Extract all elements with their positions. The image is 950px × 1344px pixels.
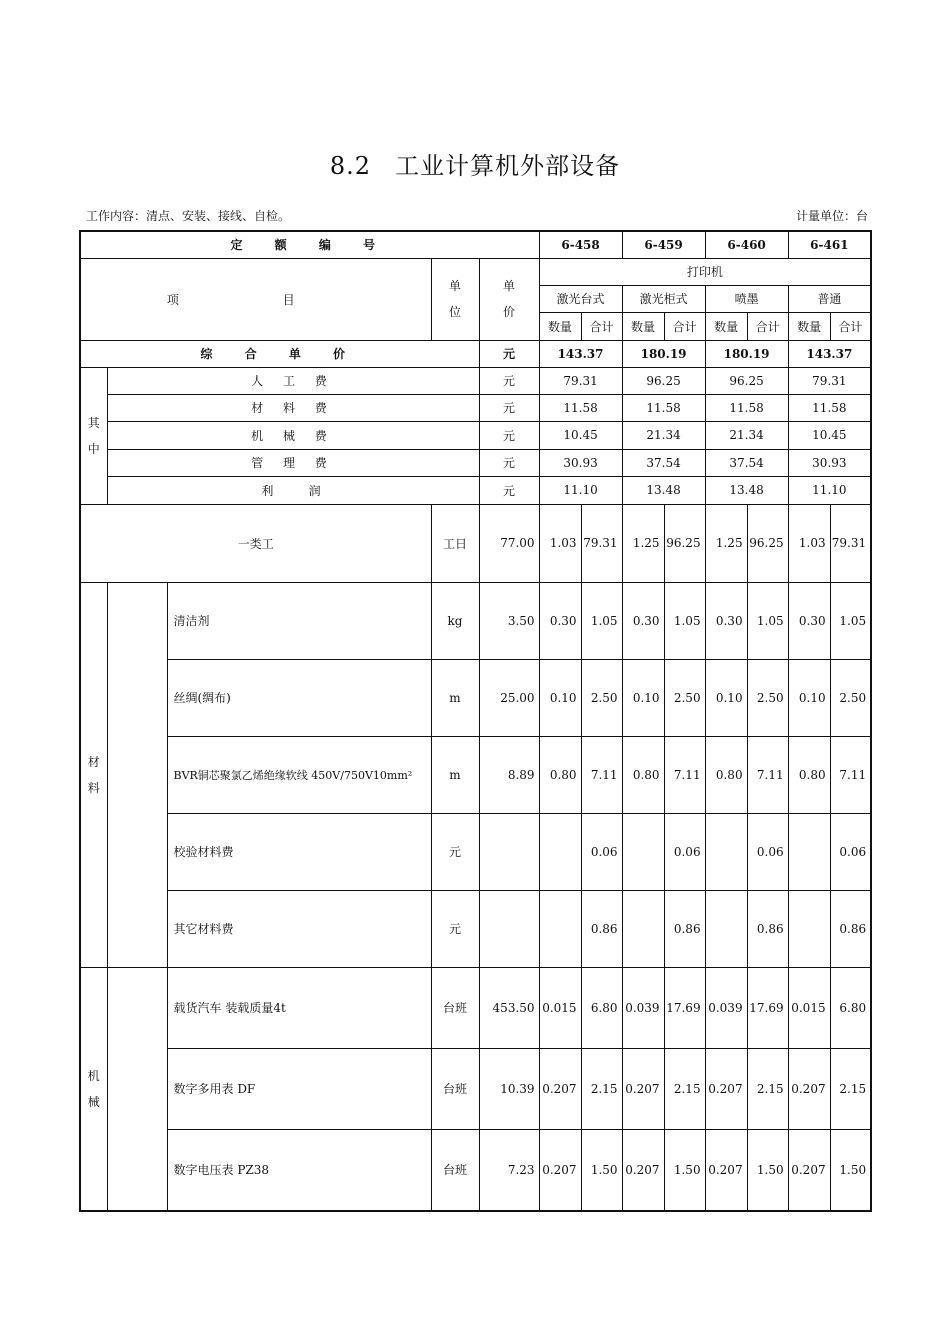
breakdown-unit: 元 [479,421,539,449]
labor-unit: 工日 [431,504,479,582]
breakdown-row [80,476,871,504]
machinery-cell: 1.50 [747,1129,788,1211]
machinery-cell: 0.207 [539,1048,581,1129]
breakdown-row [80,367,871,394]
material-name: BVR铜芯聚氯乙烯绝缘软线 450V/750V10mm² [167,736,431,813]
machinery-cell: 2.15 [581,1048,622,1129]
machinery-cell: 2.15 [747,1048,788,1129]
material-price: 3.50 [479,582,539,659]
material-cell [788,890,830,967]
material-price: 8.89 [479,736,539,813]
machinery-cell: 0.039 [622,967,664,1048]
machinery-name: 数字多用表 DF [167,1048,431,1129]
code-cell: 6-461 [788,231,871,258]
breakdown-value: 11.10 [788,476,871,504]
breakdown-value: 30.93 [539,449,622,476]
breakdown-value: 13.48 [622,476,705,504]
machinery-cell: 0.207 [705,1048,747,1129]
qty-header: 数量 [622,312,664,340]
sum-header: 合计 [830,312,871,340]
machinery-cell: 0.039 [705,967,747,1048]
machinery-cell: 0.207 [622,1048,664,1129]
material-cell: 0.10 [539,659,581,736]
material-unit: kg [431,582,479,659]
labor-cell: 79.31 [581,504,622,582]
labor-cell: 1.25 [622,504,664,582]
material-cell: 2.50 [747,659,788,736]
among-label: 其 中 [80,367,107,504]
qty-header: 数量 [539,312,581,340]
material-unit: 元 [431,813,479,890]
breakdown-value: 11.58 [788,394,871,421]
breakdown-value: 79.31 [539,367,622,394]
breakdown-value: 10.45 [788,421,871,449]
machinery-cell: 0.207 [788,1129,830,1211]
machinery-cell: 0.015 [788,967,830,1048]
type-cell: 激光台式 [539,285,622,312]
header-row [80,258,871,285]
labor-cell: 96.25 [747,504,788,582]
machinery-cell: 6.80 [581,967,622,1048]
section-number: 8.2 [329,152,372,180]
type-cell: 普通 [788,285,871,312]
composite-label: 综 合 单 价 [80,340,479,367]
breakdown-unit: 元 [479,476,539,504]
section-title: 工业计算机外部设备 [395,152,621,180]
material-row [80,582,871,659]
material-cell [622,813,664,890]
composite-row [80,340,871,367]
machinery-cell: 2.15 [664,1048,705,1129]
labor-cell: 1.25 [705,504,747,582]
machinery-name: 载货汽车 装载质量4t [167,967,431,1048]
material-cell: 0.80 [539,736,581,813]
materials-label: 材 料 [80,582,107,967]
qty-header: 数量 [788,312,830,340]
page-title [0,146,950,181]
material-unit: 元 [431,890,479,967]
material-unit: m [431,659,479,736]
quota-row [80,231,871,258]
type-cell: 喷墨 [705,285,788,312]
machinery-name: 数字电压表 PZ38 [167,1129,431,1211]
quota-table [79,230,872,1212]
unit-note: 计量单位：台 [795,209,868,223]
material-cell: 7.11 [747,736,788,813]
machinery-cell: 1.50 [664,1129,705,1211]
breakdown-value: 37.54 [622,449,705,476]
material-cell: 2.50 [581,659,622,736]
material-row [80,890,871,967]
work-content: 工作内容：清点、安装、接线、自检。 [86,209,291,223]
material-cell: 7.11 [664,736,705,813]
breakdown-row [80,394,871,421]
machinery-row [80,1129,871,1211]
material-cell [622,890,664,967]
breakdown-label: 机 械 费 [107,421,479,449]
machinery-unit: 台班 [431,967,479,1048]
material-name: 丝绸(绸布) [167,659,431,736]
labor-cell: 79.31 [830,504,871,582]
breakdown-unit: 元 [479,394,539,421]
composite-unit: 元 [479,340,539,367]
material-cell: 0.06 [581,813,622,890]
material-cell: 0.06 [830,813,871,890]
machinery-cell: 17.69 [747,967,788,1048]
machinery-row [80,967,871,1048]
machinery-cell: 0.015 [539,967,581,1048]
material-cell: 0.06 [747,813,788,890]
breakdown-label: 管 理 费 [107,449,479,476]
material-cell: 0.80 [622,736,664,813]
material-cell: 0.30 [622,582,664,659]
sum-header: 合计 [664,312,705,340]
breakdown-value: 21.34 [705,421,788,449]
composite-value: 143.37 [788,340,871,367]
material-name: 其它材料费 [167,890,431,967]
breakdown-value: 79.31 [788,367,871,394]
breakdown-label: 材 料 费 [107,394,479,421]
quota-label: 定 额 编 号 [80,231,539,258]
machinery-row [80,1048,871,1129]
breakdown-value: 21.34 [622,421,705,449]
unit-header: 单位 [431,258,479,340]
material-cell: 0.10 [622,659,664,736]
composite-value: 143.37 [539,340,622,367]
material-cell: 2.50 [664,659,705,736]
material-cell: 7.11 [830,736,871,813]
machinery-cell: 0.207 [788,1048,830,1129]
machinery-cell: 0.207 [622,1129,664,1211]
material-cell: 0.86 [747,890,788,967]
material-name: 校验材料费 [167,813,431,890]
material-unit: m [431,736,479,813]
machinery-price: 7.23 [479,1129,539,1211]
breakdown-row [80,449,871,476]
code-cell: 6-459 [622,231,705,258]
material-cell: 0.80 [788,736,830,813]
material-cell [788,813,830,890]
type-cell: 激光柜式 [622,285,705,312]
material-cell [705,890,747,967]
sum-header: 合计 [581,312,622,340]
material-cell [539,890,581,967]
material-cell [539,813,581,890]
labor-cell: 1.03 [788,504,830,582]
machinery-unit: 台班 [431,1048,479,1129]
material-row [80,736,871,813]
machinery-price: 10.39 [479,1048,539,1129]
price-header: 单价 [479,258,539,340]
machinery-unit: 台班 [431,1129,479,1211]
labor-price: 77.00 [479,504,539,582]
labor-cell: 1.03 [539,504,581,582]
material-cell: 0.86 [830,890,871,967]
code-cell: 6-460 [705,231,788,258]
material-cell: 2.50 [830,659,871,736]
breakdown-value: 10.45 [539,421,622,449]
machinery-cell: 1.50 [830,1129,871,1211]
breakdown-value: 30.93 [788,449,871,476]
breakdown-unit: 元 [479,367,539,394]
composite-value: 180.19 [705,340,788,367]
breakdown-value: 96.25 [705,367,788,394]
material-cell: 0.30 [539,582,581,659]
material-cell: 0.86 [664,890,705,967]
labor-cell: 96.25 [664,504,705,582]
material-row [80,659,871,736]
breakdown-unit: 元 [479,449,539,476]
labor-row [80,504,871,582]
breakdown-value: 11.58 [539,394,622,421]
material-cell: 0.30 [788,582,830,659]
material-cell: 1.05 [747,582,788,659]
material-cell: 0.80 [705,736,747,813]
code-cell: 6-458 [539,231,622,258]
group-header: 打印机 [539,258,871,285]
material-price: 25.00 [479,659,539,736]
machinery-price: 453.50 [479,967,539,1048]
breakdown-label: 人 工 费 [107,367,479,394]
composite-value: 180.19 [622,340,705,367]
breakdown-label: 利 润 [107,476,479,504]
breakdown-value: 11.58 [622,394,705,421]
breakdown-value: 96.25 [622,367,705,394]
material-price [479,813,539,890]
qty-header: 数量 [705,312,747,340]
material-cell: 0.10 [705,659,747,736]
material-cell: 1.05 [830,582,871,659]
labor-label: 一类工 [80,504,431,582]
machinery-label: 机 械 [80,967,107,1211]
material-name: 清洁剂 [167,582,431,659]
sum-header: 合计 [747,312,788,340]
machinery-cell: 0.207 [705,1129,747,1211]
material-cell: 1.05 [581,582,622,659]
material-cell: 7.11 [581,736,622,813]
material-cell [705,813,747,890]
machinery-cell: 6.80 [830,967,871,1048]
breakdown-value: 13.48 [705,476,788,504]
item-header: 项 目 [80,258,431,340]
material-row [80,813,871,890]
material-cell: 0.10 [788,659,830,736]
breakdown-value: 11.58 [705,394,788,421]
machinery-cell: 17.69 [664,967,705,1048]
materials-spacer [107,582,167,967]
breakdown-row [80,421,871,449]
machinery-cell: 1.50 [581,1129,622,1211]
breakdown-value: 11.10 [539,476,622,504]
machinery-spacer [107,967,167,1211]
material-price [479,890,539,967]
material-cell: 0.86 [581,890,622,967]
material-cell: 0.06 [664,813,705,890]
breakdown-value: 37.54 [705,449,788,476]
material-cell: 1.05 [664,582,705,659]
machinery-cell: 2.15 [830,1048,871,1129]
machinery-cell: 0.207 [539,1129,581,1211]
material-cell: 0.30 [705,582,747,659]
